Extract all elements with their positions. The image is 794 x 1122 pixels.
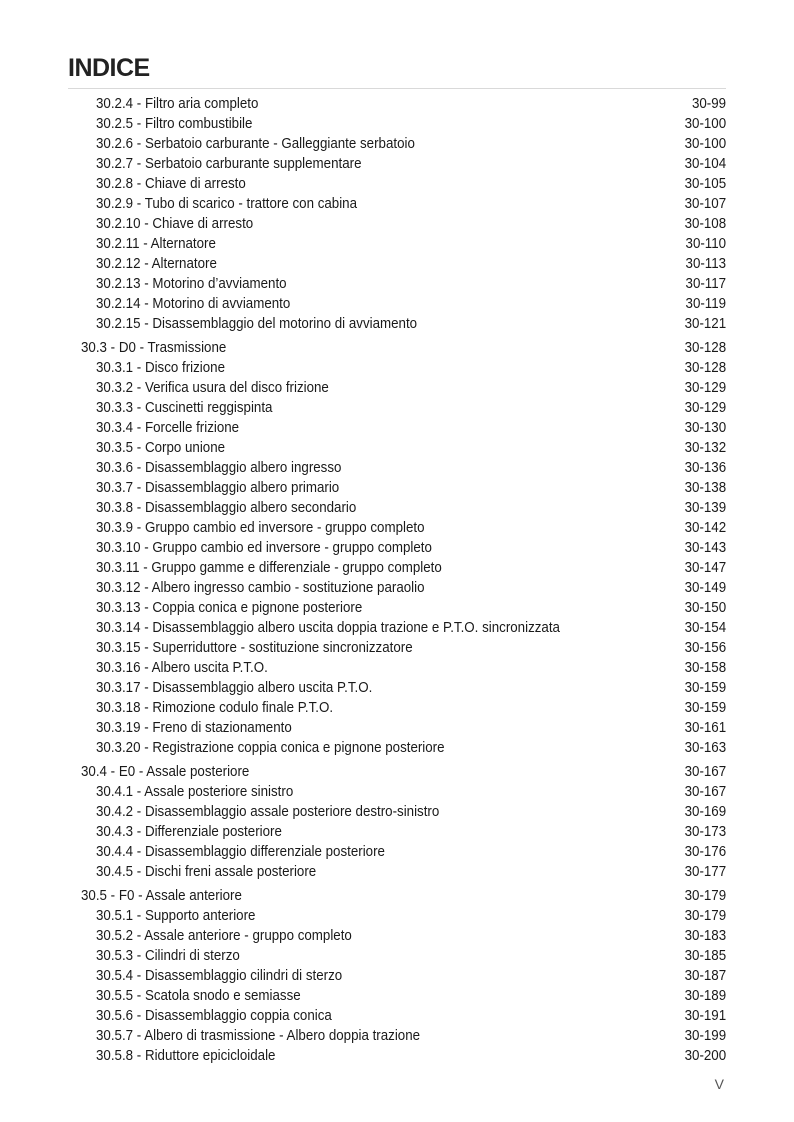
- toc-entry-label: 30.3.20 - Registrazione coppia conica e pignone posteriore: [96, 740, 445, 756]
- toc-entry-row[interactable]: [0, 926, 794, 946]
- toc-entry-page: 30-159: [684, 680, 726, 696]
- toc-entry-label: 30.4 - E0 - Assale posteriore: [81, 764, 250, 780]
- toc-entry-page: 30-150: [684, 600, 726, 616]
- toc-entry-label: 30.3.8 - Disassemblaggio albero secondario: [96, 500, 357, 516]
- toc-entry-page: 30-132: [684, 440, 726, 456]
- toc-entry-row[interactable]: [0, 558, 794, 578]
- toc-entry-page: 30-189: [684, 988, 726, 1004]
- toc-entry-page: 30-121: [684, 316, 726, 332]
- toc-section-row[interactable]: [0, 762, 794, 782]
- toc-entry-row[interactable]: [0, 358, 794, 378]
- toc-entry-row[interactable]: [0, 638, 794, 658]
- toc-entry-row[interactable]: [0, 966, 794, 986]
- toc-entry-row[interactable]: [0, 134, 794, 154]
- toc-entry-row[interactable]: [0, 698, 794, 718]
- toc-entry-page: 30-149: [684, 580, 726, 596]
- toc-entry-page: 30-108: [684, 216, 726, 232]
- toc-entry-row[interactable]: [0, 518, 794, 538]
- toc-entry-label: 30.2.9 - Tubo di scarico - trattore con cabina: [96, 196, 358, 212]
- toc-entry-row[interactable]: [0, 398, 794, 418]
- toc-entry-label: 30.3.10 - Gruppo cambio ed inversore - gruppo completo: [96, 540, 432, 556]
- toc-entry-page: 30-100: [684, 116, 726, 132]
- toc-entry-row[interactable]: [0, 1006, 794, 1026]
- page-number: V: [714, 1076, 724, 1092]
- toc-entry-page: 30-105: [684, 176, 726, 192]
- toc-entry-row[interactable]: [0, 842, 794, 862]
- toc-entry-label: 30.5.5 - Scatola snodo e semiasse: [96, 988, 301, 1004]
- toc-entry-page: 30-179: [684, 908, 726, 924]
- toc-entry-row[interactable]: [0, 1046, 794, 1066]
- toc-entry-label: 30.5 - F0 - Assale anteriore: [81, 888, 242, 904]
- toc-entry-row[interactable]: [0, 578, 794, 598]
- toc-entry-page: 30-154: [684, 620, 726, 636]
- toc-entry-page: 30-200: [684, 1048, 726, 1064]
- toc-entry-row[interactable]: [0, 174, 794, 194]
- toc-entry-row[interactable]: [0, 822, 794, 842]
- toc-entry-page: 30-167: [684, 784, 726, 800]
- toc-entry-label: 30.3.18 - Rimozione codulo finale P.T.O.: [96, 700, 334, 716]
- toc-entry-row[interactable]: [0, 438, 794, 458]
- toc-section-row[interactable]: [0, 886, 794, 906]
- toc-entry-label: 30.3.15 - Superriduttore - sostituzione sincronizzatore: [96, 640, 413, 656]
- toc-entry-label: 30.2.8 - Chiave di arresto: [96, 176, 246, 192]
- toc-entry-label: 30.3.1 - Disco frizione: [96, 360, 226, 376]
- toc-entry-page: 30-158: [684, 660, 726, 676]
- toc-entry-label: 30.3.4 - Forcelle frizione: [96, 420, 240, 436]
- toc-entry-page: 30-104: [684, 156, 726, 172]
- toc-entry-row[interactable]: [0, 378, 794, 398]
- toc-entry-row[interactable]: [0, 538, 794, 558]
- toc-entry-page: 30-142: [684, 520, 726, 536]
- toc-entry-label: 30.3.16 - Albero uscita P.T.O.: [96, 660, 268, 676]
- toc-entry-label: 30.3.2 - Verifica usura del disco frizione: [96, 380, 329, 396]
- toc-entry-label: 30.4.5 - Dischi freni assale posteriore: [96, 864, 317, 880]
- toc-entry-row[interactable]: [0, 598, 794, 618]
- toc-entry-row[interactable]: [0, 94, 794, 114]
- title-divider: [68, 88, 726, 89]
- toc-entry-page: 30-159: [684, 700, 726, 716]
- toc-entry-row[interactable]: [0, 862, 794, 882]
- table-of-contents: [0, 94, 794, 1066]
- toc-entry-label: 30.3.13 - Coppia conica e pignone posteriore: [96, 600, 363, 616]
- toc-entry-label: 30.2.14 - Motorino di avviamento: [96, 296, 291, 312]
- toc-entry-label: 30.2.4 - Filtro aria completo: [96, 96, 259, 112]
- toc-entry-page: 30-107: [684, 196, 726, 212]
- toc-entry-label: 30.2.11 - Alternatore: [96, 236, 216, 252]
- page-title: INDICE: [68, 54, 150, 82]
- toc-entry-page: 30-99: [691, 96, 726, 112]
- toc-entry-row[interactable]: [0, 294, 794, 314]
- toc-entry-page: 30-179: [684, 888, 726, 904]
- toc-entry-row[interactable]: [0, 154, 794, 174]
- toc-entry-label: 30.3.19 - Freno di stazionamento: [96, 720, 292, 736]
- toc-entry-label: 30.2.7 - Serbatoio carburante supplementare: [96, 156, 362, 172]
- toc-entry-page: 30-199: [684, 1028, 726, 1044]
- toc-entry-label: 30.5.7 - Albero di trasmissione - Albero doppia trazione: [96, 1028, 421, 1044]
- toc-entry-page: 30-128: [684, 340, 726, 356]
- toc-entry-label: 30.5.8 - Riduttore epicicloidale: [96, 1048, 276, 1064]
- toc-entry-page: 30-138: [684, 480, 726, 496]
- toc-entry-page: 30-167: [684, 764, 726, 780]
- toc-entry-page: 30-163: [684, 740, 726, 756]
- toc-entry-row[interactable]: [0, 458, 794, 478]
- toc-entry-label: 30.2.5 - Filtro combustibile: [96, 116, 253, 132]
- toc-entry-page: 30-129: [684, 380, 726, 396]
- toc-entry-row[interactable]: [0, 678, 794, 698]
- toc-entry-label: 30.3.14 - Disassemblaggio albero uscita doppia trazione e P.T.O. sincronizzata: [96, 620, 560, 636]
- toc-entry-row[interactable]: [0, 194, 794, 214]
- toc-entry-page: 30-191: [684, 1008, 726, 1024]
- toc-entry-label: 30.5.6 - Disassemblaggio coppia conica: [96, 1008, 332, 1024]
- toc-entry-page: 30-139: [684, 500, 726, 516]
- toc-entry-page: 30-113: [685, 256, 726, 272]
- toc-entry-row[interactable]: [0, 738, 794, 758]
- toc-entry-page: 30-130: [684, 420, 726, 436]
- toc-entry-label: 30.5.2 - Assale anteriore - gruppo completo: [96, 928, 352, 944]
- toc-entry-row[interactable]: [0, 906, 794, 926]
- toc-entry-row[interactable]: [0, 1026, 794, 1046]
- toc-entry-label: 30.3 - D0 - Trasmissione: [81, 340, 227, 356]
- toc-entry-row[interactable]: [0, 658, 794, 678]
- toc-entry-row[interactable]: [0, 274, 794, 294]
- toc-entry-page: 30-136: [684, 460, 726, 476]
- toc-entry-label: 30.3.3 - Cuscinetti reggispinta: [96, 400, 273, 416]
- toc-entry-page: 30-110: [685, 236, 726, 252]
- toc-entry-label: 30.3.17 - Disassemblaggio albero uscita P.T.O.: [96, 680, 373, 696]
- toc-entry-label: 30.4.1 - Assale posteriore sinistro: [96, 784, 294, 800]
- toc-entry-page: 30-185: [684, 948, 726, 964]
- toc-entry-label: 30.3.5 - Corpo unione: [96, 440, 226, 456]
- toc-entry-label: 30.2.10 - Chiave di arresto: [96, 216, 254, 232]
- toc-entry-label: 30.2.6 - Serbatoio carburante - Galleggiante serbatoio: [96, 136, 415, 152]
- toc-entry-page: 30-173: [684, 824, 726, 840]
- toc-entry-page: 30-143: [684, 540, 726, 556]
- toc-entry-row[interactable]: [0, 254, 794, 274]
- toc-entry-row[interactable]: [0, 418, 794, 438]
- toc-entry-label: 30.5.3 - Cilindri di sterzo: [96, 948, 240, 964]
- toc-entry-label: 30.4.3 - Differenziale posteriore: [96, 824, 282, 840]
- toc-entry-label: 30.3.12 - Albero ingresso cambio - sostituzione paraolio: [96, 580, 425, 596]
- toc-entry-label: 30.3.9 - Gruppo cambio ed inversore - gruppo completo: [96, 520, 425, 536]
- toc-entry-label: 30.5.1 - Supporto anteriore: [96, 908, 256, 924]
- toc-entry-row[interactable]: [0, 802, 794, 822]
- toc-entry-row[interactable]: [0, 314, 794, 334]
- toc-entry-page: 30-129: [684, 400, 726, 416]
- toc-entry-label: 30.5.4 - Disassemblaggio cilindri di sterzo: [96, 968, 343, 984]
- toc-entry-row[interactable]: [0, 114, 794, 134]
- toc-entry-page: 30-187: [684, 968, 726, 984]
- toc-entry-row[interactable]: [0, 986, 794, 1006]
- toc-entry-page: 30-169: [684, 804, 726, 820]
- toc-section-row[interactable]: [0, 338, 794, 358]
- toc-entry-row[interactable]: [0, 618, 794, 638]
- toc-entry-row[interactable]: [0, 718, 794, 738]
- toc-entry-row[interactable]: [0, 234, 794, 254]
- toc-entry-row[interactable]: [0, 498, 794, 518]
- toc-entry-page: 30-119: [685, 296, 726, 312]
- toc-entry-page: 30-100: [684, 136, 726, 152]
- toc-entry-label: 30.2.13 - Motorino d’avviamento: [96, 276, 287, 292]
- toc-entry-page: 30-128: [684, 360, 726, 376]
- toc-entry-page: 30-177: [684, 864, 726, 880]
- toc-entry-page: 30-117: [685, 276, 726, 292]
- toc-entry-page: 30-161: [684, 720, 726, 736]
- toc-entry-label: 30.4.4 - Disassemblaggio differenziale posteriore: [96, 844, 385, 860]
- toc-entry-row[interactable]: [0, 946, 794, 966]
- toc-entry-label: 30.2.12 - Alternatore: [96, 256, 217, 272]
- toc-entry-row[interactable]: [0, 478, 794, 498]
- toc-entry-label: 30.3.6 - Disassemblaggio albero ingresso: [96, 460, 342, 476]
- toc-entry-page: 30-176: [684, 844, 726, 860]
- toc-entry-page: 30-183: [684, 928, 726, 944]
- toc-entry-label: 30.3.7 - Disassemblaggio albero primario: [96, 480, 340, 496]
- toc-entry-label: 30.2.15 - Disassemblaggio del motorino di avviamento: [96, 316, 418, 332]
- toc-entry-row[interactable]: [0, 782, 794, 802]
- toc-entry-page: 30-147: [684, 560, 726, 576]
- toc-entry-row[interactable]: [0, 214, 794, 234]
- toc-entry-label: 30.3.11 - Gruppo gamme e differenziale - gruppo completo: [96, 560, 442, 576]
- toc-entry-page: 30-156: [684, 640, 726, 656]
- toc-entry-label: 30.4.2 - Disassemblaggio assale posteriore destro-sinistro: [96, 804, 440, 820]
